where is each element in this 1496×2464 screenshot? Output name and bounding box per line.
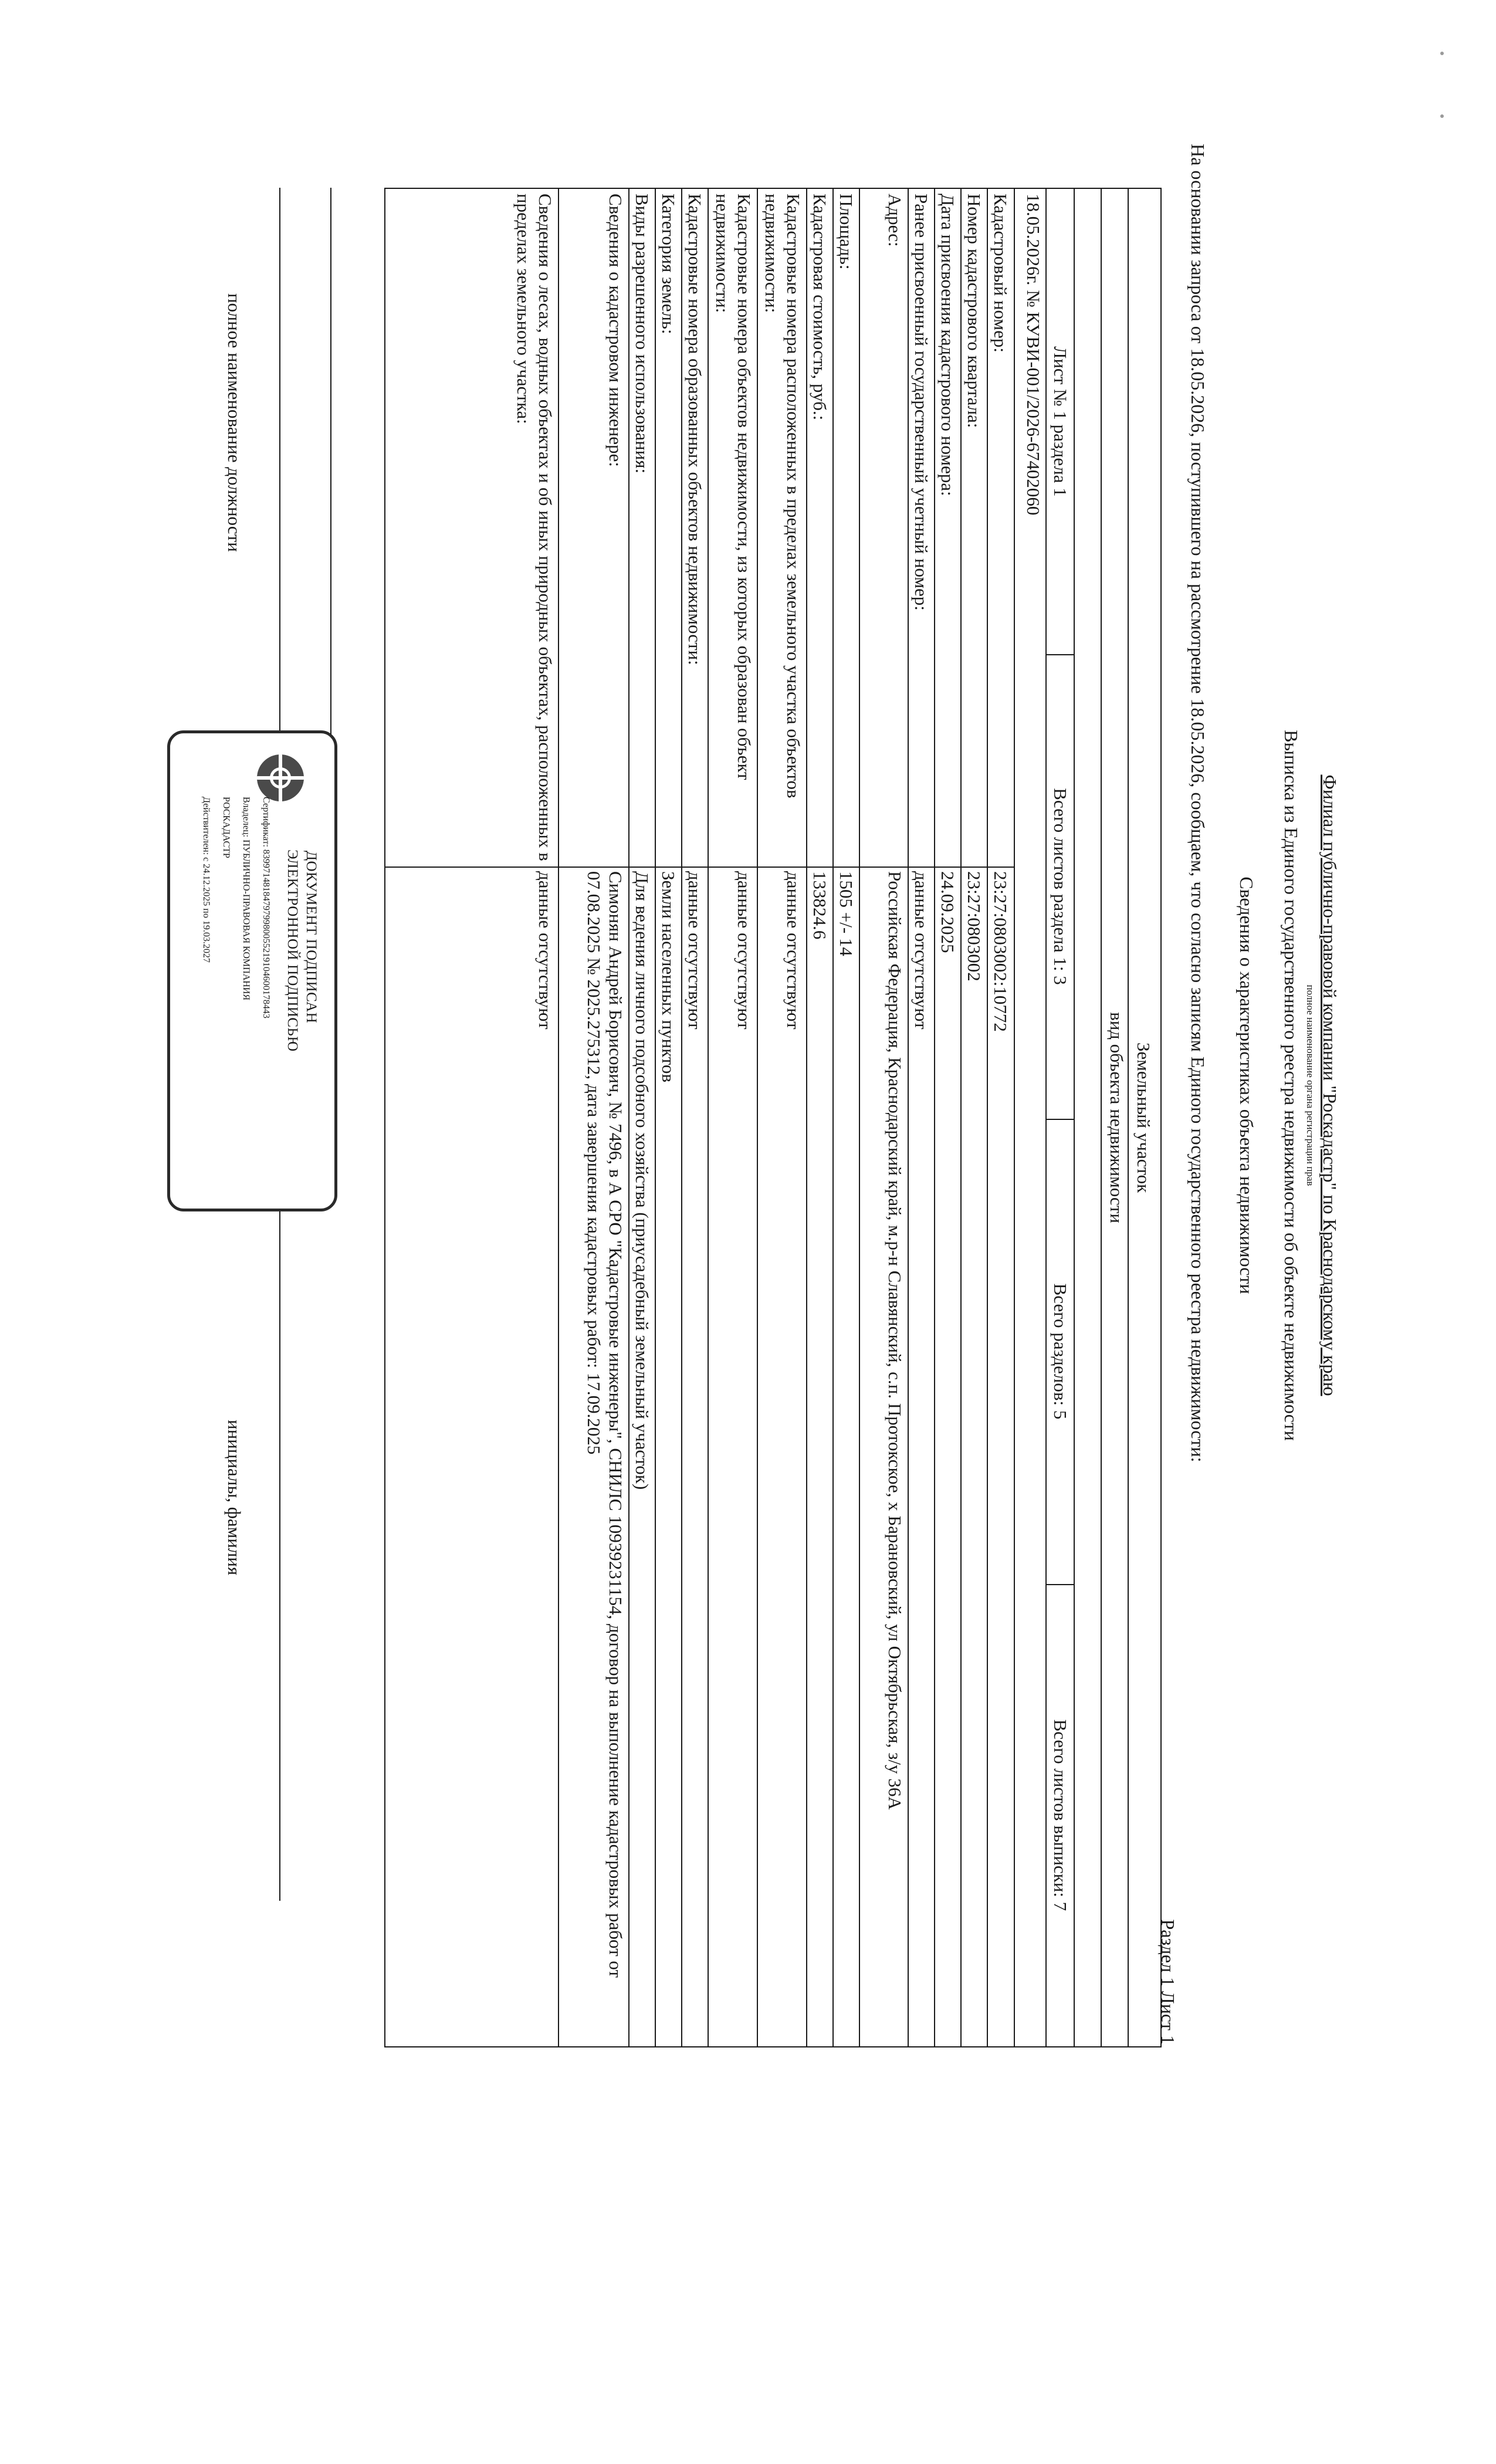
row-value: данные отсутствуют: [685, 871, 705, 1030]
stamp-owner: Владелец: ПУБЛИЧНО-ПРАВОВАЯ КОМПАНИЯ: [241, 797, 251, 1001]
row-value: 23:27:0803002: [964, 871, 984, 981]
document-subtitle: Сведения о характеристиках объекта недвижимости: [1236, 876, 1257, 1294]
row-label: Сведения о лесах, водных объектах и об иных природных объектах, расположенных в пределах земельного участка:: [513, 194, 556, 861]
organization-name: [1319, 117, 1341, 2053]
row-label: Ранее присвоенный государственный учетный номер:: [911, 194, 932, 611]
row-label: Номер кадастрового квартала:: [964, 194, 984, 428]
row-value: Российская Федерация, Краснодарский край, м.р-н Славянский, с.п. Протокское, х Барановский, ул Октябрьская, з/у 36А: [885, 871, 905, 1810]
row-value: Симонян Андрей Борисович, № 7496, в А СРО "Кадастровые инженеры", СНИЛС 10939231154, договор на выполнение кадастровых работ от 07.08.2025 № 2025.275312, дата завершения кадастровых работ: 17.09.2025: [584, 871, 626, 1978]
characteristics-table: [384, 188, 1015, 2047]
row-label: Площадь:: [836, 194, 857, 270]
electronic-signature-stamp: [167, 730, 337, 1211]
row-label: Кадастровые номера образованных объектов недвижимости:: [685, 194, 705, 665]
row-label: Кадастровые номера расположенных в пределах земельного участка объектов недвижимости:: [761, 194, 804, 798]
sheet-number: Лист № 1 раздела 1: [1050, 346, 1071, 497]
stamp-owner-name: РОСКАДАСТР: [221, 797, 231, 858]
organization-prefix: Филиал публично-правовой компании "Роскадастр" по: [1319, 774, 1341, 1219]
row-label: Кадастровые номера объектов недвижимости, из которых образован объект недвижимости:: [712, 194, 754, 780]
row-label: Дата присвоения кадастрового номера:: [937, 194, 958, 496]
roskadastr-logo-icon: [257, 754, 304, 801]
row-value: Земли населенных пунктов: [658, 871, 679, 1083]
row-value: 133824.6: [810, 871, 830, 940]
object-type-caption: вид объекта недвижимости: [1106, 1012, 1127, 1223]
stamp-validity: Действителен: с 24.12.2025 по 19.03.2027: [201, 797, 211, 963]
stamp-line1: ДОКУМЕНТ ПОДПИСАН: [303, 851, 319, 1024]
position-caption: полное наименование должности: [224, 293, 245, 552]
request-basis-text: На основании запроса от 18.05.2026, поступившего на рассмотрение 18.05.2026, сообщаем, что согласно записям Единого государственного реестра недвижимости:: [1187, 144, 1209, 1463]
row-label: Категория земель:: [658, 194, 679, 334]
row-value: данные отсутствуют: [734, 871, 754, 1030]
sheets-in-section: Всего листов раздела 1: 3: [1050, 788, 1071, 985]
row-label: Кадастровая стоимость, руб.:: [810, 194, 830, 421]
scan-speck: [1440, 52, 1444, 55]
object-type: Земельный участок: [1133, 1042, 1154, 1193]
row-value: 1505 +/- 14: [836, 871, 857, 956]
stamp-certificate: Сертификат: 839971481847979980055219104600178443: [261, 797, 271, 1018]
signature-line: [330, 188, 331, 786]
document-number: 18.05.2026г. № КУВИ-001/2026-67402060: [1023, 194, 1044, 516]
row-label: Сведения о кадастровом инженере:: [605, 194, 626, 467]
header-table: [1014, 188, 1162, 2047]
row-value: данные отсутствуют: [535, 871, 556, 1030]
document-title: Выписка из Единого государственного реестра недвижимости об объекте недвижимости: [1281, 730, 1302, 1441]
row-label: Адрес:: [885, 194, 905, 247]
sections-total: Всего разделов: 5: [1050, 1283, 1071, 1420]
extract-document: [164, 117, 1341, 2053]
scan-speck: [1440, 114, 1444, 118]
row-value: данные отсутствуют: [911, 871, 932, 1030]
row-label: Виды разрешенного использования:: [632, 194, 652, 474]
name-caption: инициалы, фамилия: [224, 1420, 245, 1576]
row-label: Кадастровый номер:: [990, 194, 1011, 353]
organization-region: Краснодарскому краю: [1319, 1219, 1341, 1396]
sheets-total: Всего листов выписки: 7: [1050, 1719, 1071, 1911]
row-value: данные отсутствуют: [783, 871, 804, 1030]
row-value: Для ведения личного подсобного хозяйства (приусадебный земельный участок): [632, 871, 652, 1490]
organization-caption: полное наименование органа регистрации прав: [1305, 984, 1316, 1186]
signature-line: [279, 188, 280, 786]
row-value: 23:27:0803002:10772: [990, 871, 1011, 1032]
row-value: 24.09.2025: [937, 871, 958, 953]
stamp-line2: ЭЛЕКТРОННОЙ ПОДПИСЬЮ: [285, 849, 300, 1052]
section-sheet-label: Раздел 1 Лист 1: [1157, 1919, 1179, 2045]
signature-line: [279, 1162, 280, 1901]
